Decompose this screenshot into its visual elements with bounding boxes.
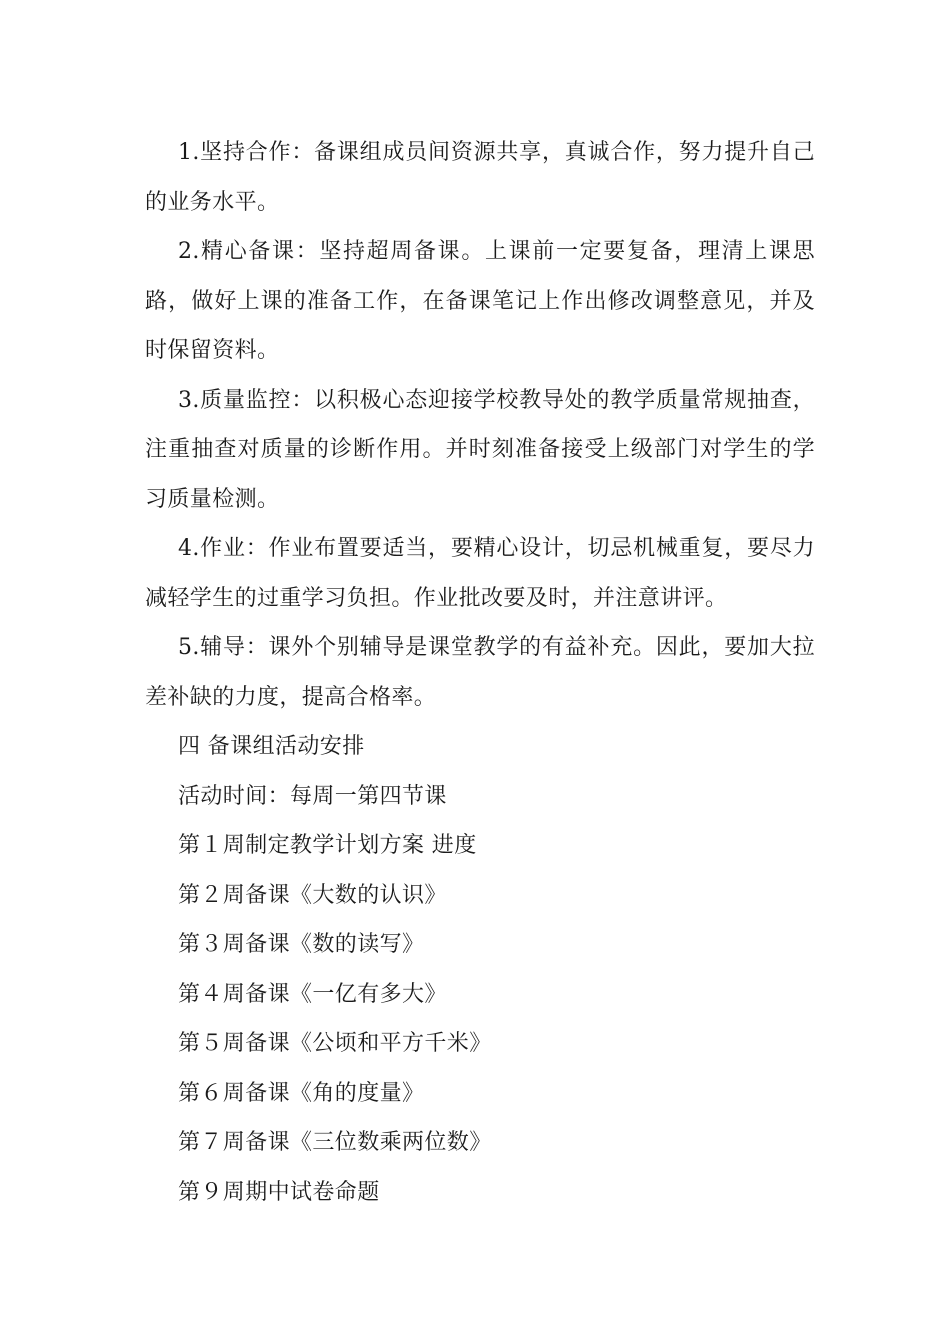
schedule-item: 第１周制定教学计划方案 进度 (178, 833, 477, 858)
schedule-item: 第４周备课《一亿有多大》 (178, 981, 447, 1007)
paragraph-homework: 4.作业：作业布置要适当，要精心设计，切忌机械重复，要尽力减轻学生的过重学习负担。作业批改要及时，并注意讲评。 (145, 536, 815, 611)
paragraph-quality-monitoring: 3.质量监控：以积极心态迎接学校教导处的教学质量常规抽查，注重抽查对质量的诊断作用。并时刻准备接受上级部门对学生的学习质量检测。 (145, 387, 815, 512)
schedule-item: 第９周期中试卷命题 (178, 1179, 380, 1205)
paragraph-tutoring: 5.辅导：课外个别辅导是课堂教学的有益补充。因此，要加大拉差补缺的力度，提高合格率。 (145, 635, 815, 710)
paragraph-lesson-prep: 2.精心备课：坚持超周备课。上课前一定要复备，理清上课思路，做好上课的准备工作，在备课笔记上作出修改调整意见，并及时保留资料。 (145, 239, 815, 363)
schedule-item: 第２周备课《大数的认识》 (178, 882, 447, 908)
activity-time: 活动时间：每周一第四节课 (178, 783, 447, 809)
schedule-item: 第３周备课《数的读写》 (178, 932, 425, 957)
schedule-item: 第６周备课《角的度量》 (178, 1080, 425, 1106)
document-body (145, 128, 815, 1217)
schedule-item: 第５周备课《公顷和平方千米》 (178, 1031, 492, 1056)
section-heading: 四 备课组活动安排 (178, 734, 365, 759)
schedule-item: 第７周备课《三位数乘两位数》 (178, 1130, 492, 1155)
paragraph-cooperation: 1.坚持合作：备课组成员间资源共享，真诚合作，努力提升自己的业务水平。 (145, 140, 815, 215)
